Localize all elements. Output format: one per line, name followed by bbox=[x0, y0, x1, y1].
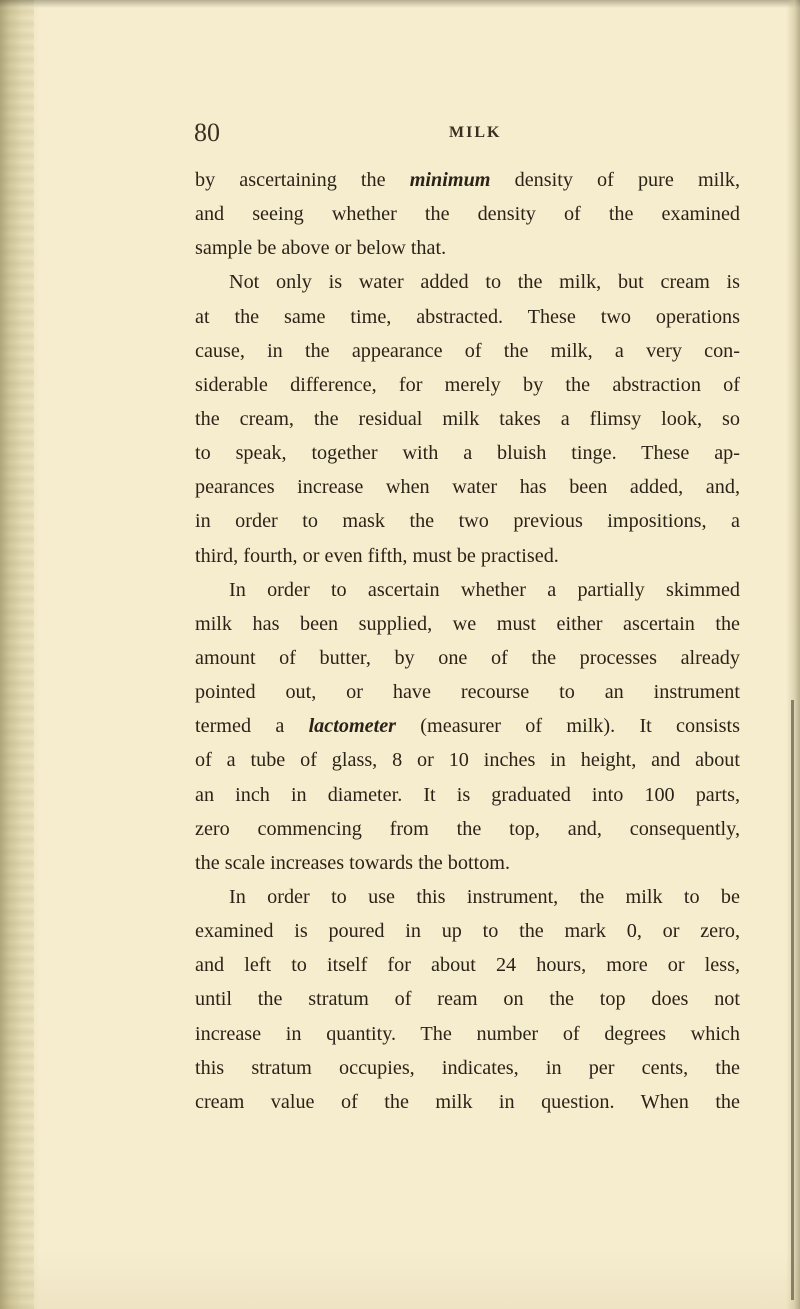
text-line: cream value of the milk in question. When the bbox=[195, 1090, 740, 1113]
text-line: In order to use this instrument, the milk to be bbox=[229, 885, 740, 908]
text-line: milk has been supplied, we must either ascertain the bbox=[195, 612, 740, 635]
text-line: pointed out, or have recourse to an instrument bbox=[195, 681, 740, 704]
text-line: amount of butter, by one of the processes already bbox=[195, 646, 740, 669]
text-line: examined is poured in up to the mark 0, or zero, bbox=[195, 920, 740, 943]
page-gutter-shadow bbox=[0, 0, 34, 1309]
text-line: an inch in diameter. It is graduated into 100 parts, bbox=[195, 783, 740, 806]
text-line: this stratum occupies, indicates, in per cents, the bbox=[195, 1056, 740, 1079]
text-line: and seeing whether the density of the examined bbox=[195, 203, 740, 226]
text-line: until the stratum of ream on the top does not bbox=[195, 988, 740, 1011]
text-line: In order to ascertain whether a partially skimmed bbox=[229, 578, 740, 601]
text-line: cause, in the appearance of the milk, a very con- bbox=[195, 339, 740, 362]
page-number: 80 bbox=[194, 118, 220, 147]
text-line: by ascertaining the minimum density of pure milk, bbox=[195, 169, 740, 191]
text-line: the scale increases towards the bottom. bbox=[195, 851, 511, 874]
page-top-edge bbox=[0, 0, 800, 8]
italic-term: lactometer bbox=[308, 715, 397, 738]
text-line: siderable difference, for merely by the abstraction of bbox=[195, 373, 740, 396]
text-line: third, fourth, or even fifth, must be practised. bbox=[195, 544, 559, 567]
text-line: at the same time, abstracted. These two operations bbox=[195, 305, 740, 328]
text-line: increase in quantity. The number of degrees which bbox=[195, 1022, 740, 1045]
body-text bbox=[195, 163, 740, 1119]
text-line: termed a lactometer (measurer of milk). It consists bbox=[195, 715, 740, 738]
text-line: in order to mask the two previous impositions, a bbox=[195, 510, 740, 533]
italic-term: minimum bbox=[409, 169, 491, 191]
running-head: MILK bbox=[449, 124, 502, 141]
text-line: sample be above or below that. bbox=[195, 237, 447, 260]
text-line: to speak, together with a bluish tinge. These ap- bbox=[195, 442, 740, 465]
text-line: and left to itself for about 24 hours, more or less, bbox=[195, 954, 740, 977]
text-line: zero commencing from the top, and, consequently, bbox=[195, 817, 740, 840]
page-edge-line bbox=[791, 700, 794, 1300]
text-line: Not only is water added to the milk, but cream is bbox=[229, 271, 740, 294]
text-line: pearances increase when water has been added, and, bbox=[195, 476, 740, 499]
text-line: of a tube of glass, 8 or 10 inches in height, and about bbox=[195, 749, 740, 772]
text-line: the cream, the residual milk takes a flimsy look, so bbox=[195, 407, 740, 430]
